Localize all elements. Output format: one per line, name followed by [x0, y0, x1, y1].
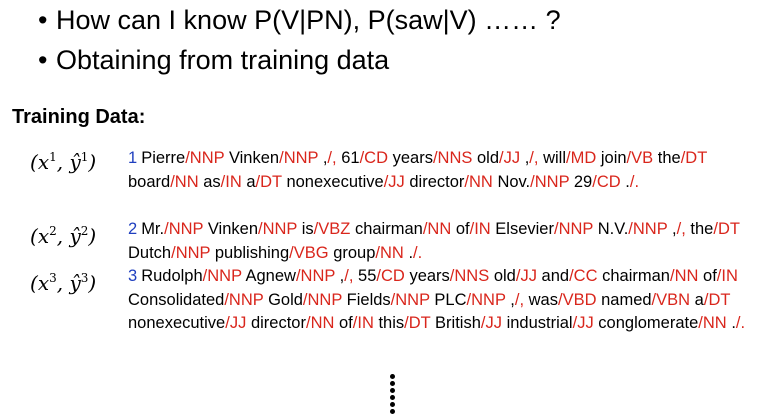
tagged-token: ,/,: [339, 267, 354, 285]
vertical-ellipsis: [389, 374, 395, 414]
token-word: of: [455, 220, 470, 238]
tagged-token: Agnew/NNP: [245, 267, 336, 285]
pos-tag: NNP: [168, 220, 204, 238]
token-word: N.V.: [597, 220, 629, 238]
pos-tag: CC: [573, 267, 598, 285]
tagged-token: ./.: [408, 243, 423, 262]
bullet-question-text: How can I know P(V|PN), P(saw|V) …… ?: [56, 5, 561, 35]
token-word: named: [601, 290, 652, 309]
bullet-question: [38, 4, 561, 36]
tagged-token: Vinken/NNP: [207, 220, 298, 238]
tagged-token: Elsevier/NNP: [495, 220, 594, 238]
example-label-1: ($x^1$, $ŷ^1$): [30, 150, 97, 174]
token-word: group: [333, 243, 376, 262]
pos-tag: IN: [225, 172, 242, 191]
tagged-token: will/MD: [543, 149, 597, 167]
tagged-token: the/DT: [657, 149, 707, 167]
pos-tag: NN: [380, 243, 404, 262]
token-word: is: [301, 220, 314, 238]
pos-tag: NNP: [534, 172, 570, 191]
ellipsis-dot: [390, 381, 395, 386]
pos-tag: .: [634, 172, 640, 191]
token-word: Consolidated: [128, 290, 225, 309]
pos-tag: CD: [364, 149, 388, 167]
tagged-sentence-2: [128, 218, 758, 265]
example-label-3: ($x^3$, $ŷ^3$): [30, 271, 97, 295]
pos-tag: ,: [348, 267, 354, 285]
token-word: was: [528, 290, 558, 309]
token-word: old: [493, 267, 516, 285]
token-word: 61: [341, 149, 360, 167]
token-word: a: [694, 290, 704, 309]
bullet-training-source-text: Obtaining from training data: [56, 45, 390, 75]
pos-tag: ,: [332, 149, 337, 167]
pos-tag: ,: [533, 149, 539, 167]
tagged-token: Gold/NNP: [268, 290, 343, 309]
token-word: board: [128, 172, 171, 191]
token-word: Vinken: [228, 149, 280, 167]
pos-tag: IN: [357, 314, 374, 332]
token-word: Pierre: [141, 149, 186, 167]
token-word: ,: [672, 220, 677, 238]
token-word: years: [392, 149, 433, 167]
token-word: will: [543, 149, 566, 167]
tagged-token: Rudolph/NNP: [141, 267, 242, 285]
pos-tag: NNP: [283, 149, 319, 167]
tagged-token: board/NN: [128, 172, 199, 191]
token-word: nonexecutive: [286, 172, 384, 191]
sentence-number: 3: [128, 267, 138, 285]
tagged-token: conglomerate/NN: [598, 314, 727, 332]
token-word: .: [408, 243, 414, 262]
tagged-token: director/NN: [409, 172, 493, 191]
token-word: Gold: [268, 290, 303, 309]
token-word: years: [409, 267, 450, 285]
pos-tag: IN: [721, 267, 738, 285]
tagged-token: named/VBN: [601, 290, 691, 309]
pos-tag: NN: [702, 314, 727, 332]
tagged-token: old/JJ: [476, 149, 521, 167]
tagged-token: join/VB: [600, 149, 654, 167]
token-word: Vinken: [207, 220, 258, 238]
tagged-token: ./.: [731, 314, 746, 332]
pos-tag: NNP: [189, 149, 225, 167]
tagged-token: as/IN: [203, 172, 242, 191]
token-word: as: [203, 172, 221, 191]
tagged-token: is/VBZ: [301, 220, 351, 238]
tagged-token: Fields/NNP: [346, 290, 430, 309]
token-word: ,: [510, 290, 515, 309]
tagged-token: years/NNS: [409, 267, 490, 285]
pos-tag: VBD: [562, 290, 597, 309]
token-word: old: [476, 149, 500, 167]
tagged-token: British/JJ: [435, 314, 502, 332]
token-word: the: [690, 220, 714, 238]
tagged-token: of/IN: [339, 314, 374, 332]
pos-tag: JJ: [503, 149, 521, 167]
pos-tag: CD: [596, 172, 621, 191]
pos-tag: .: [417, 243, 423, 262]
tagged-token: PLC/NNP: [434, 290, 506, 309]
tagged-token: ,/,: [510, 290, 525, 309]
tagged-token: nonexecutive/JJ: [286, 172, 405, 191]
token-word: director: [250, 314, 306, 332]
token-word: 55: [358, 267, 377, 285]
tagged-token: Mr./NNP: [141, 220, 204, 238]
pos-tag: NN: [310, 314, 335, 332]
pos-tag: NN: [174, 172, 199, 191]
pos-tag: NNP: [300, 267, 336, 285]
pos-tag: CD: [381, 267, 405, 285]
token-word: chairman: [602, 267, 670, 285]
pos-tag: NNP: [175, 243, 211, 262]
token-word: conglomerate: [598, 314, 699, 332]
token-word: and: [541, 267, 570, 285]
ellipsis-dot: [390, 388, 395, 393]
token-word: ,: [524, 149, 530, 167]
tagged-token: ,/,: [524, 149, 539, 167]
pos-tag: NNS: [454, 267, 490, 285]
token-word: PLC: [434, 290, 467, 309]
token-word: nonexecutive: [128, 314, 226, 332]
token-word: publishing: [214, 243, 290, 262]
pos-tag: DT: [717, 220, 740, 238]
tagged-token: of/IN: [703, 267, 738, 285]
ellipsis-dot: [390, 374, 395, 379]
pos-tag: JJ: [520, 267, 537, 285]
tagged-token: and/CC: [541, 267, 598, 285]
tagged-token: years/NNS: [392, 149, 473, 167]
pos-tag: JJ: [485, 314, 502, 332]
pos-tag: NNP: [207, 267, 242, 285]
tagged-token: ,/,: [322, 149, 337, 167]
tagged-token: 61/CD: [341, 149, 388, 167]
pos-tag: NNP: [632, 220, 668, 238]
tagged-token: Vinken/NNP: [228, 149, 319, 167]
pos-tag: VB: [631, 149, 654, 167]
tagged-token: of/IN: [455, 220, 491, 238]
tagged-token: Consolidated/NNP: [128, 290, 264, 309]
token-word: of: [703, 267, 717, 285]
training-data-heading: Training Data:: [12, 106, 146, 128]
pos-tag: NN: [674, 267, 699, 285]
token-word: ,: [339, 267, 345, 285]
tagged-token: this/DT: [378, 314, 431, 332]
tagged-token: old/JJ: [493, 267, 537, 285]
token-word: join: [600, 149, 627, 167]
example-label-2: ($x^2$, $ŷ^2$): [30, 224, 97, 248]
bullet-dot: •: [38, 5, 48, 35]
token-word: Agnew: [245, 267, 296, 285]
tagged-sentence-1: [128, 147, 758, 194]
pos-tag: VBG: [293, 243, 329, 262]
pos-tag: .: [740, 314, 746, 332]
bullet-dot: •: [38, 45, 48, 75]
tagged-token: Pierre/NNP: [141, 149, 225, 167]
sentence-number: 2: [128, 220, 138, 238]
pos-tag: NNP: [395, 290, 430, 309]
tagged-token: 29/CD: [573, 172, 621, 191]
tagged-token: nonexecutive/JJ: [128, 314, 247, 332]
token-word: a: [246, 172, 256, 191]
tagged-token: director/NN: [250, 314, 335, 332]
tagged-token: publishing/VBG: [214, 243, 329, 262]
pos-tag: MD: [570, 149, 597, 167]
token-word: Dutch: [128, 243, 172, 262]
token-word: Mr.: [141, 220, 165, 238]
tagged-token: Nov./NNP: [497, 172, 570, 191]
pos-tag: NN: [427, 220, 452, 238]
pos-tag: DT: [708, 290, 731, 309]
tagged-token: chairman/NN: [354, 220, 452, 238]
token-word: Fields: [346, 290, 391, 309]
token-word: .: [731, 314, 736, 332]
pos-tag: JJ: [388, 172, 405, 191]
pos-tag: DT: [260, 172, 282, 191]
tagged-token: the/DT: [690, 220, 740, 238]
token-word: this: [378, 314, 405, 332]
tagged-token: ,/,: [672, 220, 686, 238]
pos-tag: DT: [408, 314, 431, 332]
tagged-token: industrial/JJ: [506, 314, 594, 332]
tagged-token: 55/CD: [358, 267, 405, 285]
token-word: Rudolph: [141, 267, 203, 285]
tagged-token: a/DT: [694, 290, 731, 309]
tagged-token: was/VBD: [528, 290, 597, 309]
pos-tag: ,: [519, 290, 525, 309]
ellipsis-dot: [390, 395, 395, 400]
tagged-sentence-3: [128, 265, 758, 336]
token-word: of: [339, 314, 353, 332]
tagged-token: ./.: [625, 172, 640, 191]
tagged-token: group/NN: [333, 243, 404, 262]
pos-tag: NN: [469, 172, 493, 191]
token-word: 29: [573, 172, 593, 191]
token-word: director: [409, 172, 465, 191]
token-word: ,: [322, 149, 328, 167]
token-word: Nov.: [497, 172, 531, 191]
pos-tag: NNP: [307, 290, 343, 309]
pos-tag: NNP: [228, 290, 264, 309]
ellipsis-dot: [390, 409, 395, 414]
pos-tag: NNP: [262, 220, 298, 238]
pos-tag: IN: [474, 220, 491, 238]
token-word: British: [435, 314, 481, 332]
pos-tag: DT: [685, 149, 707, 167]
pos-tag: NNS: [437, 149, 473, 167]
tagged-token: chairman/NN: [602, 267, 699, 285]
ellipsis-dot: [390, 402, 395, 407]
pos-tag: NNP: [471, 290, 506, 309]
pos-tag: JJ: [229, 314, 247, 332]
bullet-training-source: [38, 44, 389, 76]
pos-tag: VBN: [656, 290, 691, 309]
tagged-token: Dutch/NNP: [128, 243, 211, 262]
token-word: chairman: [354, 220, 423, 238]
pos-tag: NNP: [558, 220, 594, 238]
tagged-token: N.V./NNP: [597, 220, 668, 238]
token-word: the: [657, 149, 681, 167]
sentence-number: 1: [128, 149, 138, 167]
pos-tag: ,: [681, 220, 686, 238]
token-word: .: [625, 172, 630, 191]
tagged-token: a/DT: [246, 172, 282, 191]
pos-tag: JJ: [577, 314, 594, 332]
pos-tag: VBZ: [318, 220, 351, 238]
token-word: industrial: [506, 314, 573, 332]
token-word: Elsevier: [495, 220, 554, 238]
